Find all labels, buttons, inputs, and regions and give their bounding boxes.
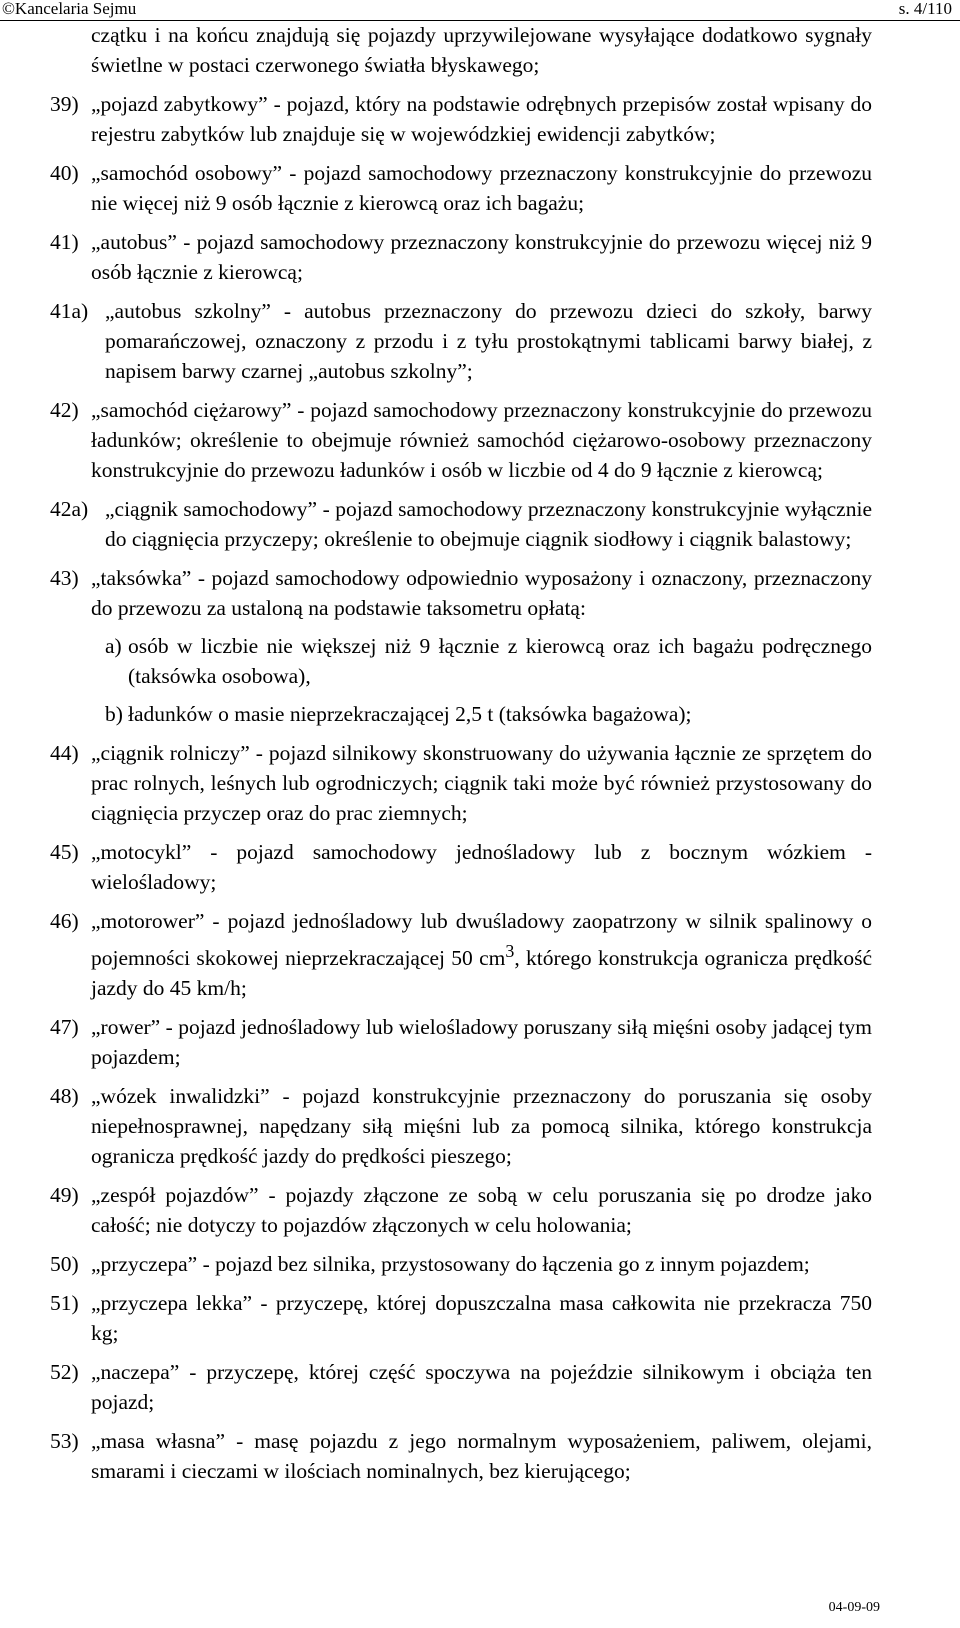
document-body [50,20,872,1486]
item-text-part: „motorower” - pojazd jednośladowy lub dwuśladowy zaopatrzony w silnik spalinowy o pojemności skokowej nieprzekraczającej 50 cm [91,909,872,971]
item-text: „zespół pojazdów” - pojazdy złączone ze sobą w celu poruszania się po drodze jako całość; nie dotyczy to pojazdów złączonych w celu holowania; [91,1183,872,1238]
item-number: 41a) [50,299,89,323]
item-number: 41) [50,230,79,254]
item-text: „przyczepa lekka” - przyczepę, której dopuszczalna masa całkowita nie przekracza 750 kg; [91,1291,872,1346]
definition-item-47 [50,1012,872,1072]
item-text: „taksówka” - pojazd samochodowy odpowiednio wyposażony i oznaczony, przeznaczony do przewozu za ustaloną na podstawie taksometru opłatą: [91,566,872,620]
definition-item-52 [50,1357,872,1417]
definition-item-41a [50,296,872,386]
item-text: „przyczepa” - pojazd bez silnika, przystosowany do łączenia go z innym pojazdem; [91,1252,810,1277]
sub-item-text: osób w liczbie nie większej niż 9 łącznie z kierowcą oraz ich bagażu podręcznego (taksówka osobowa), [128,634,872,688]
item-number: 39) [50,92,79,116]
item-number: 49) [50,1183,79,1208]
item-text: „autobus szkolny” - autobus przeznaczony do przewozu dzieci do szkoły, barwy pomarańczowej, oznaczony z przodu i z tyłu prostokątnymi tablicami barwy białej, z napisem barwy czarnej „autobus szkolny”; [105,299,872,383]
item-number: 42) [50,398,79,422]
definition-item-53 [50,1426,872,1486]
sub-item-label: a) [105,634,122,658]
item-text: „autobus” - pojazd samochodowy przeznaczony konstrukcyjnie do przewozu więcej niż 9 osób łącznie z kierowcą; [91,230,872,284]
item-number: 53) [50,1429,79,1454]
item-number: 50) [50,1252,79,1277]
item-number: 42a) [50,497,89,521]
definition-item-42 [50,395,872,485]
definition-item-49 [50,1180,872,1240]
definition-item-48 [50,1081,872,1171]
sub-item-a [50,631,872,691]
item-number: 44) [50,741,79,765]
item-text: „ciągnik samochodowy” - pojazd samochodowy przeznaczony konstrukcyjnie wyłącznie do ciągnięcia przyczepy; określenie to obejmuje ciągnik siodłowy i ciągnik balastowy; [105,497,872,551]
item-number: 46) [50,909,79,933]
definition-item-51 [50,1288,872,1348]
item-text [50,906,872,1003]
definition-item-43 [50,563,872,623]
item-number: 48) [50,1084,79,1109]
item-text: „masa własna” - masę pojazdu z jego normalnym wyposażeniem, paliwem, olejami, smarami i cieczami w ilościach nominalnych, bez kierującego; [91,1429,872,1484]
definition-item-50 [50,1249,872,1279]
sub-item-b [50,699,872,729]
superscript: 3 [505,941,515,961]
page-number: s. 4/110 [898,0,952,18]
item-number: 52) [50,1360,79,1385]
copyright-label: ©Kancelaria Sejmu [2,0,137,18]
definition-item-40 [50,158,872,218]
definition-item-45 [50,837,872,897]
continuation-paragraph: czątku i na końcu znajdują się pojazdy uprzywilejowane wysyłające dodatkowo sygnały świetlne w postaci czerwonego światła błyskawego; [91,23,872,77]
item-text: „samochód ciężarowy” - pojazd samochodowy przeznaczony konstrukcyjnie do przewozu ładunków; określenie to obejmuje również samochód ciężarowo-osobowy przeznaczony konstrukcyjnie do przewozu ładunków i osób w liczbie od 4 do 9 łącznie z kierowcą; [91,398,872,482]
item-text: „naczepa” - przyczepę, której część spoczywa na pojeździe silnikowym i obciąża ten pojazd; [91,1360,872,1415]
item-number: 43) [50,566,79,590]
definition-item-46 [50,906,872,1003]
sub-item-text: ładunków o masie nieprzekraczającej 2,5 t (taksówka bagażowa); [128,702,692,726]
item-text: „rower” - pojazd jednośladowy lub wielośladowy poruszany siłą mięśni osoby jadącej tym pojazdem; [91,1015,872,1070]
item-text: „samochód osobowy” - pojazd samochodowy przeznaczony konstrukcyjnie do przewozu nie więcej niż 9 osób łącznie z kierowcą oraz ich bagażu; [91,161,872,215]
item-number: 47) [50,1015,79,1040]
page-header [0,0,960,21]
definition-item-44 [50,738,872,828]
item-text: „ciągnik rolniczy” - pojazd silnikowy skonstruowany do używania łącznie ze sprzętem do prac rolnych, leśnych lub ogrodniczych; ciągnik taki może być również przystosowany do ciągnięcia przyczep oraz do prac ziemnych; [91,741,872,825]
definition-item-42a [50,494,872,554]
footer-date: 04-09-09 [828,1600,880,1615]
definition-item-41 [50,227,872,287]
sub-item-label: b) [105,702,123,726]
item-text-part: , którego konstrukcja ogranicza prędkość jazdy do 45 km/h; [91,946,873,1001]
item-text: „wózek inwalidzki” - pojazd konstrukcyjnie przeznaczony do poruszania się osoby niepełnosprawnej, napędzany siłą mięśni lub za pomocą silnika, którego konstrukcja ogranicza prędkość jazdy do prędkości pieszego; [91,1084,872,1169]
item-text: „pojazd zabytkowy” - pojazd, który na podstawie odrębnych przepisów został wpisany do rejestru zabytków lub znajduje się w wojewódzkiej ewidencji zabytków; [91,92,872,146]
definition-item-39 [50,89,872,149]
item-number: 51) [50,1291,79,1316]
item-number: 45) [50,840,79,864]
item-text: „motocykl” - pojazd samochodowy jednośladowy lub z bocznym wózkiem - wielośladowy; [91,840,872,894]
item-number: 40) [50,161,79,185]
